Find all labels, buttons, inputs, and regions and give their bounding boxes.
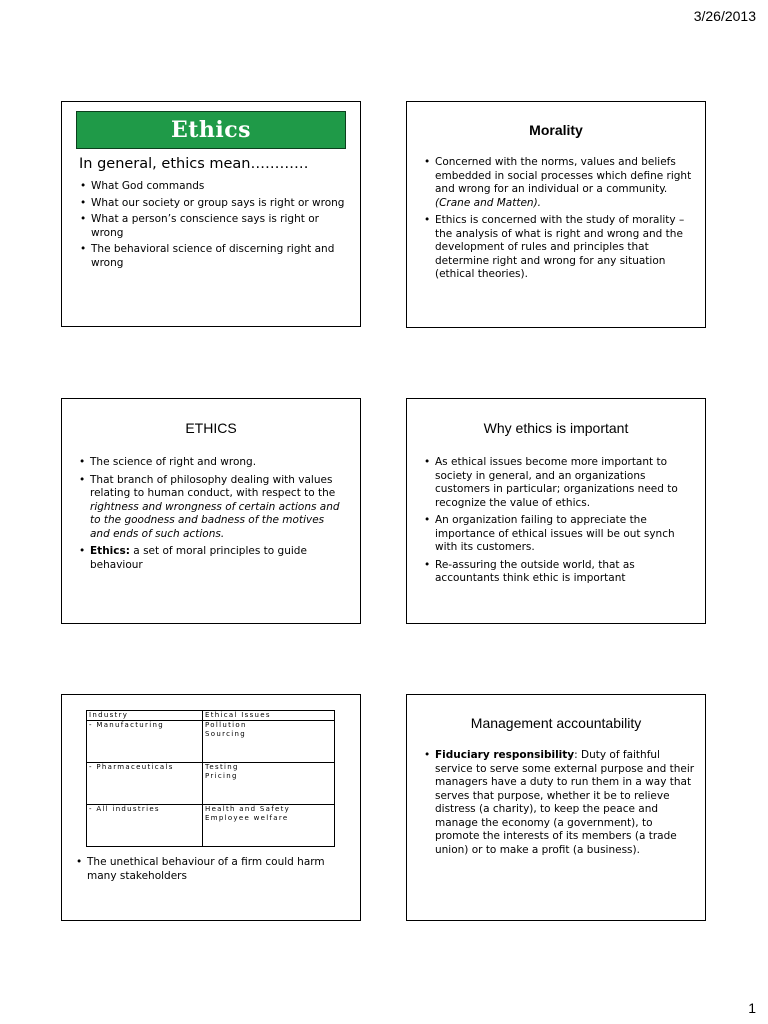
bullet-list bbox=[423, 156, 695, 286]
industry-table bbox=[86, 710, 335, 847]
issue: Employee welfare bbox=[205, 814, 289, 822]
industry-cell: - All industries bbox=[87, 805, 203, 847]
table-row bbox=[87, 805, 335, 847]
table-row bbox=[87, 763, 335, 805]
bullet-text: a set of moral principles to guide behaviour bbox=[90, 545, 307, 571]
table-header-row bbox=[87, 711, 335, 721]
list-item: • Re-assuring the outside world, that as accountants think ethic is important bbox=[423, 559, 695, 586]
slide-ethics-definition bbox=[61, 398, 361, 624]
bold-term: Fiduciary responsibility bbox=[435, 749, 575, 761]
list-item: • What a person’s conscience says is right or wrong bbox=[79, 213, 349, 240]
bullet-list bbox=[423, 456, 695, 590]
list-item: • Ethics is concerned with the study of morality – the analysis of what is right and wrong and the development of rules and principles that determine right and wrong for any situation (ethical theories). bbox=[423, 214, 695, 282]
issue: Sourcing bbox=[205, 730, 246, 738]
list-item: • The behavioral science of discerning right and wrong bbox=[79, 243, 349, 270]
bullet-text: : Duty of faithful service to serve some external purpose and their managers have a duty to run them in a way that serves that purpose, whether it be to relieve distress (a charity), to keep the peace and manage the economy (a government), to promote the interests of its members (a trade union) or to make a profit (a business). bbox=[435, 749, 695, 856]
bullet-list bbox=[78, 456, 346, 576]
slide-subtitle: In general, ethics mean………… bbox=[79, 156, 309, 172]
column-header: Industry bbox=[87, 711, 203, 721]
list-item: • What God commands bbox=[79, 180, 349, 194]
list-item bbox=[78, 474, 346, 542]
list-item bbox=[78, 545, 346, 572]
bold-term: Ethics: bbox=[90, 545, 130, 557]
bullet-text: That branch of philosophy dealing with values relating to human conduct, with respect to the bbox=[90, 473, 336, 499]
issue: Health and Safety bbox=[205, 805, 291, 813]
slide-ethics bbox=[61, 101, 361, 327]
slide-why-ethics bbox=[406, 398, 706, 624]
slide-title: Why ethics is important bbox=[483, 420, 629, 436]
issues-cell bbox=[203, 805, 335, 847]
bullet-list bbox=[79, 180, 349, 273]
list-item bbox=[423, 156, 695, 210]
list-item: • The unethical behaviour of a firm could harm many stakeholders bbox=[75, 856, 355, 883]
list-item: • What our society or group says is right or wrong bbox=[79, 197, 349, 211]
industry-cell: - Pharmaceuticals bbox=[87, 763, 203, 805]
issue: Pricing bbox=[205, 772, 238, 780]
italic-text: rightness and wrongness of certain actions and to the goodness and badness of the motives and ends of such actions. bbox=[90, 500, 340, 540]
page-number: 1 bbox=[748, 1000, 756, 1016]
handout-date: 3/26/2013 bbox=[693, 8, 756, 24]
issues-cell bbox=[203, 721, 335, 763]
list-item: • An organization failing to appreciate the importance of ethical issues will be out synch with its customers. bbox=[423, 514, 695, 555]
bullet-list bbox=[75, 856, 355, 887]
issue: Testing bbox=[205, 763, 239, 771]
slide-title: Management accountability bbox=[470, 715, 642, 731]
issue: Pollution bbox=[205, 721, 247, 729]
slide-morality bbox=[406, 101, 706, 328]
slide-industry-issues bbox=[61, 694, 361, 921]
slide-title: Morality bbox=[529, 122, 583, 138]
slide-title bbox=[62, 420, 360, 436]
title-part-lower: CS bbox=[217, 420, 237, 436]
ethics-banner: Ethics bbox=[76, 111, 346, 149]
title-part-upper: ETHI bbox=[185, 420, 218, 436]
column-header: Ethical Issues bbox=[203, 711, 335, 721]
list-item bbox=[423, 749, 695, 857]
list-item: • As ethical issues become more important to society in general, and an organizations customers in particular; organizations need to recognize the value of ethics. bbox=[423, 456, 695, 510]
list-item: • The science of right and wrong. bbox=[78, 456, 346, 470]
table-row bbox=[87, 721, 335, 763]
citation: (Crane and Matten). bbox=[435, 196, 541, 209]
slide-management-accountability bbox=[406, 694, 706, 921]
industry-cell: - Manufacturing bbox=[87, 721, 203, 763]
issues-cell bbox=[203, 763, 335, 805]
bullet-text: Concerned with the norms, values and beliefs embedded in social processes which define right and wrong for an individual or a community. bbox=[435, 156, 692, 195]
bullet-list bbox=[423, 749, 695, 861]
